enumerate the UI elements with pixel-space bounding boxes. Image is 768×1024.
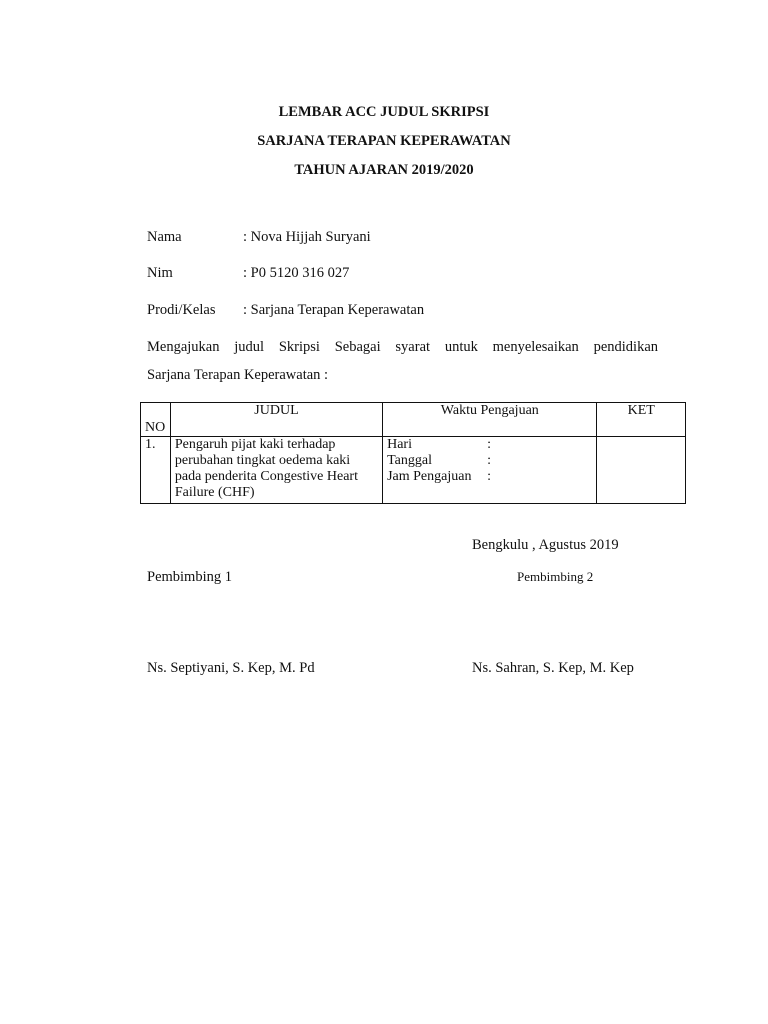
cell-waktu: [383, 437, 597, 504]
cell-no: 1.: [141, 437, 171, 504]
table-row: [141, 437, 686, 504]
field-value: : Sarjana Terapan Keperawatan: [243, 302, 425, 318]
cell-ket: [597, 437, 686, 504]
pembimbing-1-label: Pembimbing 1: [147, 569, 232, 585]
pembimbing-2-label: Pembimbing 2: [517, 569, 594, 584]
field-label: Prodi/Kelas: [147, 302, 216, 318]
doc-academic-year: TAHUN AJARAN 2019/2020: [294, 162, 474, 178]
waktu-tanggal: Tanggal :: [387, 453, 491, 468]
field-label: Nim: [147, 265, 173, 281]
field-label: Nama: [147, 229, 182, 245]
pembimbing-1-name: Ns. Septiyani, S. Kep, M. Pd: [147, 660, 315, 676]
title-table: [140, 402, 686, 504]
statement-line-1: Mengajukan judul Skripsi Sebagai syarat untuk menyelesaikan pendidikan: [147, 339, 658, 355]
doc-subtitle: SARJANA TERAPAN KEPERAWATAN: [257, 133, 511, 149]
pembimbing-2-name: Ns. Sahran, S. Kep, M. Kep: [472, 660, 634, 676]
header-no: NO: [141, 403, 171, 437]
doc-title: LEMBAR ACC JUDUL SKRIPSI: [278, 104, 490, 120]
cell-judul: Pengaruh pijat kaki terhadap perubahan tingkat oedema kaki pada penderita Congestive Heart Failure (CHF): [170, 437, 382, 504]
field-value: : P0 5120 316 027: [243, 265, 350, 281]
waktu-jam: Jam Pengajuan :: [387, 469, 491, 484]
statement-line-2: Sarjana Terapan Keperawatan :: [147, 367, 329, 383]
field-value: : Nova Hijjah Suryani: [243, 229, 371, 245]
header-judul: JUDUL: [170, 403, 382, 437]
header-ket: KET: [597, 403, 686, 437]
header-waktu: Waktu Pengajuan: [383, 403, 597, 437]
table-header-row: [141, 403, 686, 437]
place-date: Bengkulu , Agustus 2019: [472, 537, 619, 553]
waktu-hari: Hari :: [387, 437, 491, 452]
